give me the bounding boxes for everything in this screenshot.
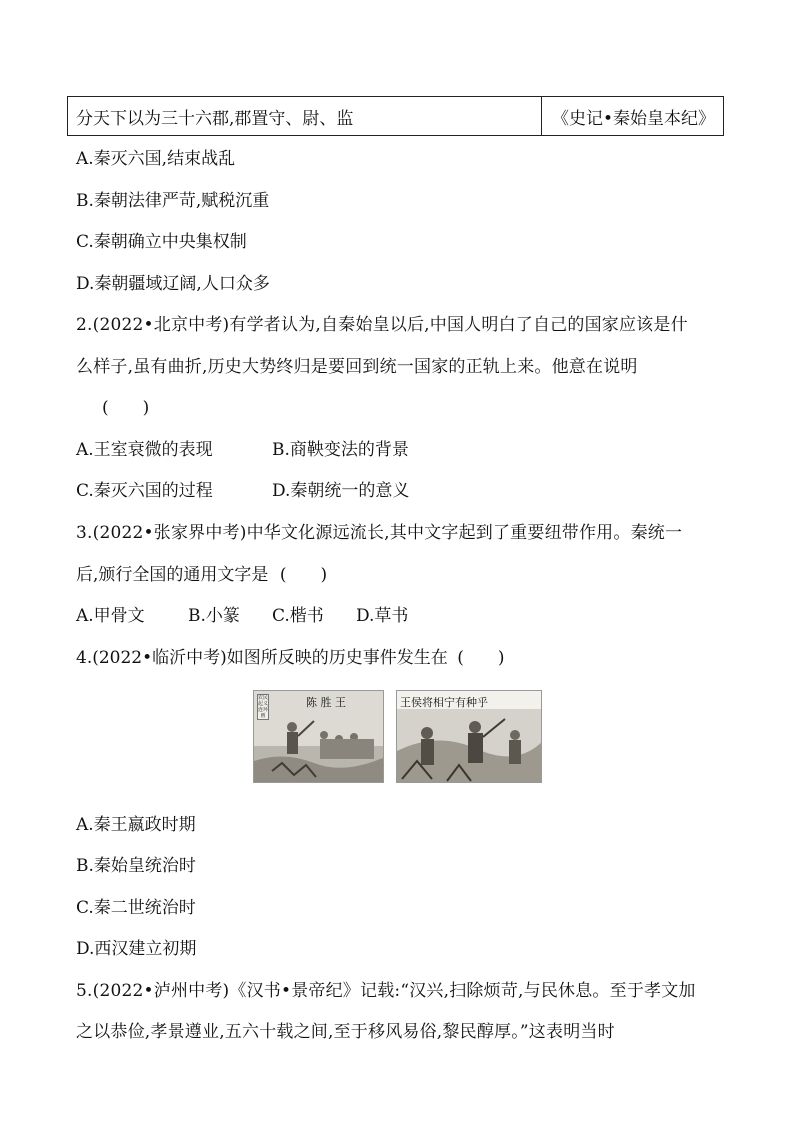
q3-options-row <box>76 604 408 628</box>
q3-option-b: B.小篆 <box>188 606 240 626</box>
q4-option-c: C.秦二世统治时 <box>76 898 196 918</box>
source-table <box>67 96 724 136</box>
q3-option-c: C.楷书 <box>272 606 324 626</box>
q2-option-b: B.商鞅变法的背景 <box>272 440 409 460</box>
q1-option-d: D.秦朝疆域辽阔,人口众多 <box>76 274 270 294</box>
q2-option-a: A.王室衰微的表现 <box>76 440 213 460</box>
q2-options-row1 <box>76 438 409 462</box>
q5-stem-line2: 之以恭俭,孝景遵业,五六十载之间,至于移风易俗,黎民醇厚。”这表明当时 <box>76 1022 615 1042</box>
q5-stem-line1: 5.(2022•泸州中考)《汉书•景帝纪》记载:“汉兴,扫除烦苛,与民休息。至于孝文加 <box>76 981 696 1001</box>
source-table-content: 分天下以为三十六郡,郡置守、尉、监 <box>68 97 542 135</box>
q2-stem-line1: 2.(2022•北京中考)有学者认为,自秦始皇以后,中国人明白了自己的国家应该是什 <box>76 315 688 335</box>
q3-option-a: A.甲骨文 <box>76 606 145 626</box>
q2-answer-paren: ( ) <box>102 398 150 418</box>
q3-stem-text: 后,颁行全国的通用文字是 <box>76 565 269 585</box>
q4-option-b: B.秦始皇统治时 <box>76 856 196 876</box>
q4-answer-paren: ( ) <box>457 648 505 668</box>
q1-option-b: B.秦朝法律严苛,赋税沉重 <box>76 191 270 211</box>
series-label: 农民起义连环画 <box>258 695 269 719</box>
q4-stem-text: 4.(2022•临沂中考)如图所反映的历史事件发生在 <box>76 648 448 668</box>
q3-option-d: D.草书 <box>356 606 409 626</box>
q3-stem-line2 <box>76 563 327 587</box>
chen-sheng-illustration <box>253 690 384 783</box>
q1-option-c: C.秦朝确立中央集权制 <box>76 232 247 252</box>
q4-option-a: A.秦王嬴政时期 <box>76 815 196 835</box>
chen-sheng-caption: 陈 胜 王 <box>306 696 346 709</box>
q2-option-d: D.秦朝统一的意义 <box>272 481 410 501</box>
uprising-illustration <box>396 690 542 783</box>
q3-stem-line1: 3.(2022•张家界中考)中华文化源远流长,其中文字起到了重要纽带作用。秦统一 <box>76 523 683 543</box>
q2-stem-line2: 么样子,虽有曲折,历史大势终归是要回到统一国家的正轨上来。他意在说明 <box>76 357 638 377</box>
source-table-citation: 《史记•秦始皇本纪》 <box>552 108 716 129</box>
q4-stem <box>76 646 504 670</box>
q2-option-c: C.秦灭六国的过程 <box>76 481 213 501</box>
q1-option-a: A.秦灭六国,结束战乱 <box>76 149 236 169</box>
q3-answer-paren: ( ) <box>279 565 328 585</box>
q4-option-d: D.西汉建立初期 <box>76 939 197 959</box>
uprising-caption: 王侯将相宁有种乎 <box>400 696 488 709</box>
q2-options-row2 <box>76 479 409 503</box>
